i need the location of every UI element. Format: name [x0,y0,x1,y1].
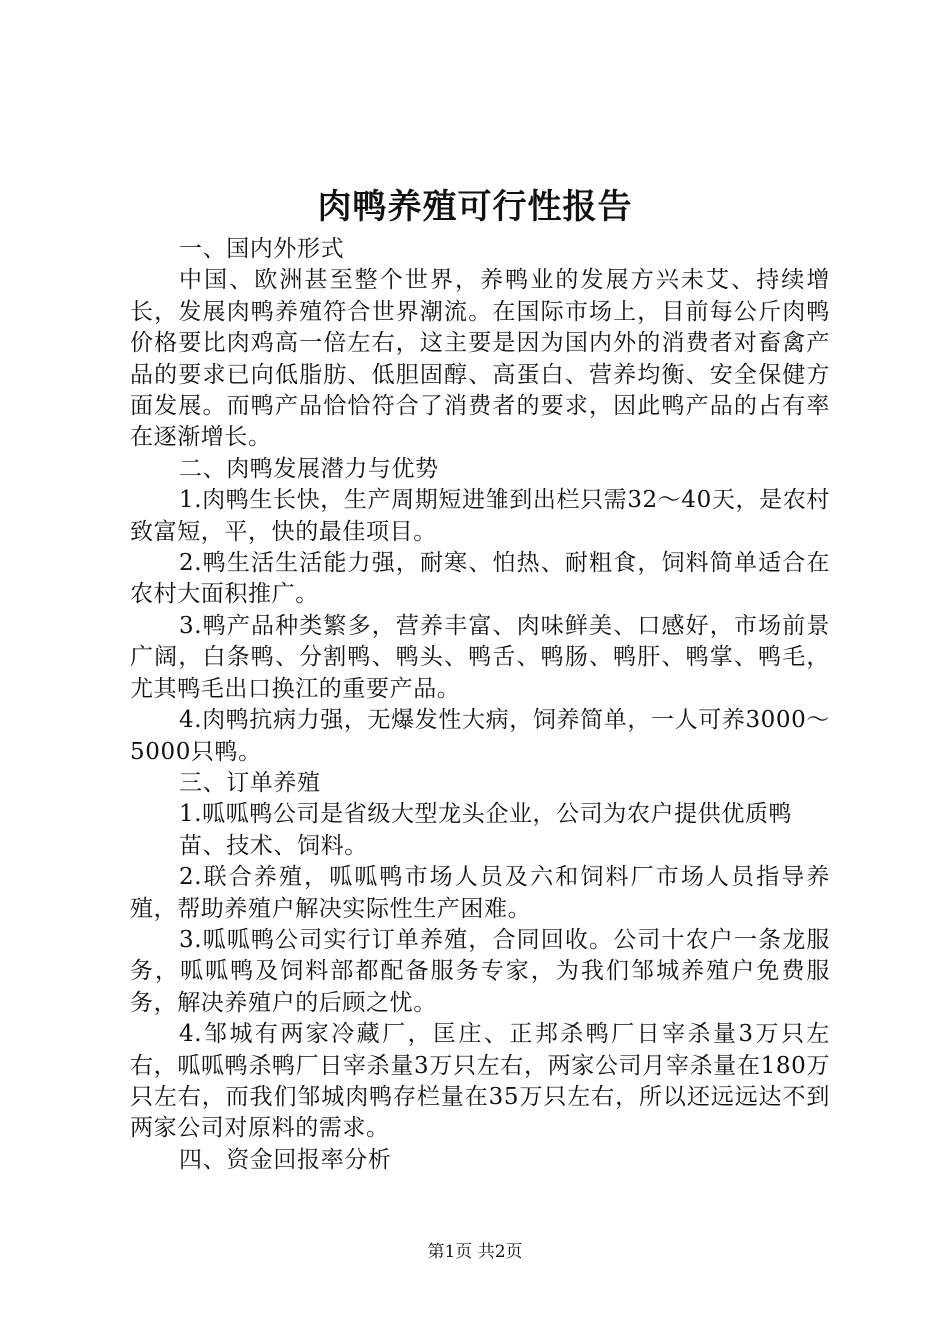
body-paragraph: 2.联合养殖，呱呱鸭市场人员及六和饲料厂市场人员指导养殖，帮助养殖户解决实际性生产困难。 [130,864,830,922]
body-paragraph: 4.邹城有两家冷藏厂，匡庄、正邦杀鸭厂日宰杀量3万只左右，呱呱鸭杀鸭厂日宰杀量3万只左右，两家公司月宰杀量在180万只左右，而我们邹城肉鸭存栏量在35万只左右，所以还远远达不到两家公司对原料的需求。 [130,1021,830,1142]
body-paragraph: 3.呱呱鸭公司实行订单养殖，合同回收。公司十农户一条龙服务，呱呱鸭及饲料部都配备服务专家，为我们邹城养殖户免费服务，解决养殖户的后顾之忧。 [130,926,830,1016]
body-paragraph: 1.肉鸭生长快，生产周期短进雏到出栏只需32～40天，是农村致富短，平，快的最佳项目。 [130,487,830,545]
body-paragraph: 1.呱呱鸭公司是省级大型龙头企业，公司为农户提供优质鸭 [179,801,793,828]
body-paragraph: 苗、技术、饲料。 [179,832,368,859]
section-heading: 四、资金回报率分析 [179,1146,392,1173]
page-footer: 第1页 共2页 [427,1242,523,1262]
section-heading: 二、肉鸭发展潜力与优势 [179,455,439,482]
section-heading: 三、订单养殖 [179,769,321,796]
body-paragraph: 3.鸭产品种类繁多，营养丰富、肉味鲜美、口感好，市场前景广阔，白条鸭、分割鸭、鸭头、鸭舌、鸭肠、鸭肝、鸭掌、鸭毛，尤其鸭毛出口换江的重要产品。 [130,612,830,702]
body-paragraph: 2.鸭生活生活能力强，耐寒、怕热、耐粗食，饲料简单适合在农村大面积推广。 [130,550,830,608]
document-title: 肉鸭养殖可行性报告 [317,187,633,227]
body-paragraph: 中国、欧洲甚至整个世界，养鸭业的发展方兴未艾、持续增长，发展肉鸭养殖符合世界潮流。在国际市场上，目前每公斤肉鸭价格要比肉鸡高一倍左右，这主要是因为国内外的消费者对畜禽产品的要求已向低脂肪、低胆固醇、高蛋白、营养均衡、安全保健方面发展。而鸭产品恰恰符合了消费者的要求，因此鸭产品的占有率在逐渐增长。 [130,267,830,451]
body-paragraph: 4.肉鸭抗病力强，无爆发性大病，饲养简单，一人可养3000～5000只鸭。 [130,707,830,765]
document-body [130,234,830,1176]
section-heading: 一、国内外形式 [179,236,345,262]
